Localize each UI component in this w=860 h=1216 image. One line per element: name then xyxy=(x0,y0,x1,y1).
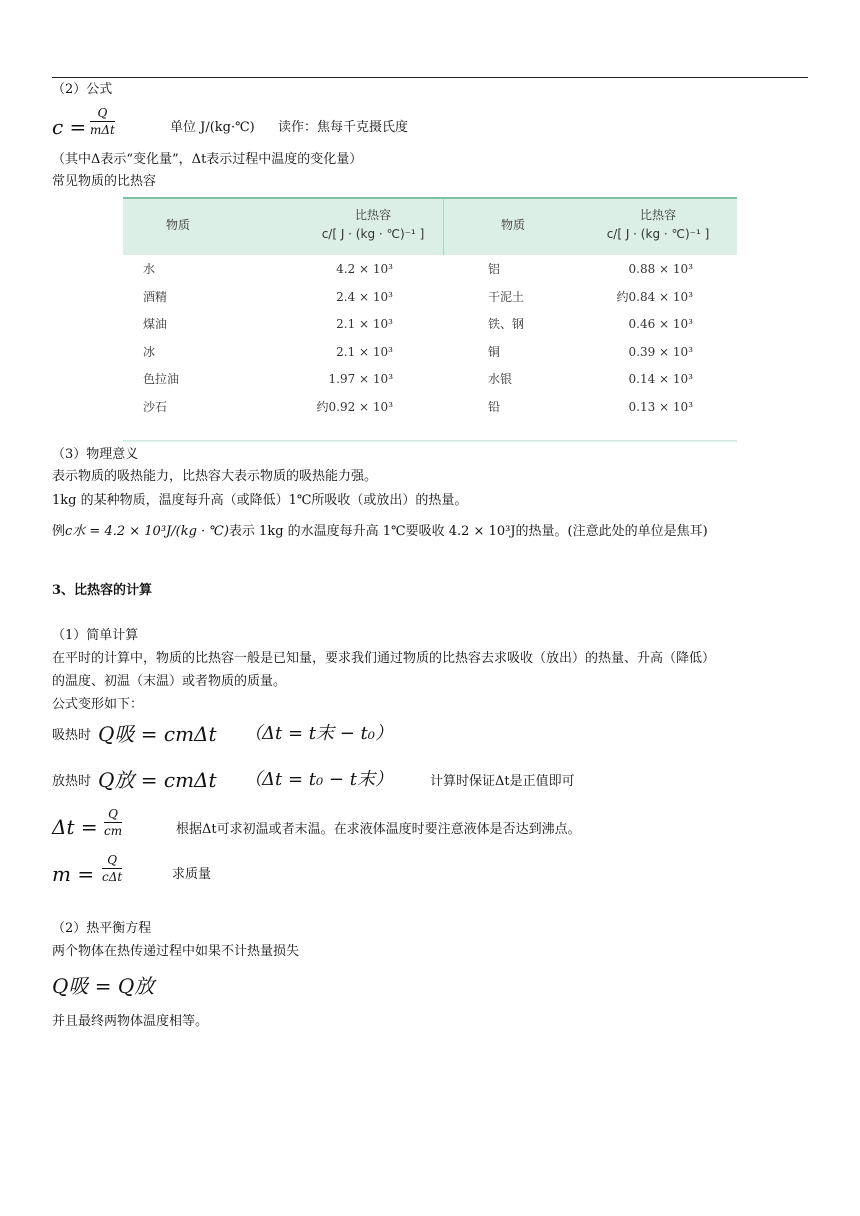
dt-note: 根据Δt可求初温或者末温。在求液体温度时要注意液体是否达到沸点。 xyxy=(176,822,581,837)
balance-equation: Q吸 = Q放 xyxy=(52,974,155,998)
table-cell-value: 0.14 × 10³ xyxy=(628,372,693,386)
table-cell-value: 0.88 × 10³ xyxy=(628,262,693,276)
header-heat-left-1: 比热容 xyxy=(354,208,391,222)
calc-title: 3、比热容的计算 xyxy=(52,583,153,598)
calc-transform: 公式变形如下： xyxy=(52,697,144,712)
formula-fraction xyxy=(90,106,115,137)
table-cell-material: 冰 xyxy=(143,344,156,359)
table-cell-material: 水 xyxy=(143,262,156,276)
table-cell-value: 0.39 × 10³ xyxy=(628,344,693,359)
specific-heat-table xyxy=(123,197,737,443)
table-header xyxy=(123,197,737,255)
release-label: 放热时 xyxy=(52,774,92,789)
table-cell-value: 0.13 × 10³ xyxy=(628,399,693,414)
table-cell-material: 煤油 xyxy=(143,317,168,331)
formula-note: （其中Δ表示“变化量”，Δt表示过程中温度的变化量） xyxy=(52,152,363,167)
m-lhs: m = xyxy=(52,862,95,886)
fraction-bar xyxy=(102,868,122,869)
header-material-left: 物质 xyxy=(165,218,190,232)
example-formula: c水 = 4.2 × 10³J/(kg · ℃) xyxy=(65,524,229,539)
meaning-line-1: 表示物质的吸热能力，比热容大表示物质的吸热能力强。 xyxy=(52,469,378,484)
formula-lhs: c = xyxy=(52,115,87,139)
calc-para-3: 两个物体在热传递过程中如果不计热量损失 xyxy=(52,944,300,959)
formula-numerator: Q xyxy=(97,106,108,120)
table-cell-material: 铁、钢 xyxy=(488,317,525,331)
table-cell-material: 铝 xyxy=(488,262,501,276)
header-heat-left-2: c/[ J · (kg · ℃)⁻¹ ] xyxy=(321,227,425,241)
dt-denominator: cm xyxy=(104,824,123,838)
release-formula: Q放 = cmΔt xyxy=(98,768,217,792)
table-cell-material: 沙石 xyxy=(143,399,168,414)
header-rule xyxy=(52,77,808,78)
table-cell-value: 约0.92 × 10³ xyxy=(316,399,393,414)
formula-denominator: mΔt xyxy=(90,123,115,137)
table-cell-value: 2.1 × 10³ xyxy=(336,344,393,359)
calc-para-4: 并且最终两物体温度相等。 xyxy=(52,1014,209,1029)
meaning-line-2: 1kg 的某种物质，温度每升高（或降低）1℃所吸收（或放出）的热量。 xyxy=(52,493,468,508)
meaning-example xyxy=(52,523,708,541)
table-cell-value: 0.46 × 10³ xyxy=(628,317,693,331)
formula-unit: 单位 J/(kg·℃) xyxy=(170,120,255,135)
formula-heading: （2）公式 xyxy=(52,82,113,97)
table-cell-material: 干泥土 xyxy=(488,289,525,304)
absorb-condition: （Δt = t末 − t₀） xyxy=(244,723,393,744)
table-cell-value: 1.97 × 10³ xyxy=(328,372,393,386)
dt-numerator: Q xyxy=(108,807,118,821)
header-heat-right-1: 比热容 xyxy=(639,208,676,222)
table-cell-material: 铜 xyxy=(488,344,501,359)
absorb-formula: Q吸 = cmΔt xyxy=(98,722,217,746)
table-cell-value: 约0.84 × 10³ xyxy=(616,289,693,304)
fraction-bar xyxy=(90,121,115,122)
header-material-right: 物质 xyxy=(500,218,525,232)
m-fraction xyxy=(102,853,122,884)
calc-para-2: 的温度、初温（末温）或者物质的质量。 xyxy=(52,674,287,689)
formula-reading: 读作：焦每千克摄氏度 xyxy=(278,120,409,135)
table-cell-material: 酒精 xyxy=(143,289,168,304)
absorb-label: 吸热时 xyxy=(52,728,92,743)
example-prefix: 例 xyxy=(52,524,66,539)
fraction-bar xyxy=(104,822,122,823)
m-denominator: cΔt xyxy=(102,870,123,884)
m-note: 求质量 xyxy=(172,867,212,882)
header-heat-right-2: c/[ J · (kg · ℃)⁻¹ ] xyxy=(606,227,710,241)
m-numerator: Q xyxy=(107,853,118,867)
table-cell-value: 2.4 × 10³ xyxy=(336,289,393,304)
table-cell-material: 色拉油 xyxy=(143,372,180,386)
dt-fraction xyxy=(104,807,122,838)
table-bottom-fade xyxy=(123,440,737,443)
calc-para-1: 在平时的计算中，物质的比热容一般是已知量，要求我们通过物质的比热容去求吸收（放出）的热量、升高（降低） xyxy=(52,651,716,666)
table-cell-material: 铅 xyxy=(488,399,501,414)
table-cell-value: 2.1 × 10³ xyxy=(336,317,393,331)
common-heat-title: 常见物质的比热容 xyxy=(52,174,157,189)
example-rest: 表示 1kg 的水温度每升高 1℃要吸收 4.2 × 10³J的热量。(注意此处的单位是焦耳) xyxy=(228,524,708,539)
calc-sub2: （2）热平衡方程 xyxy=(52,921,152,936)
table-cell-value: 4.2 × 10³ xyxy=(336,262,393,276)
table-cell-material: 水银 xyxy=(488,372,513,386)
dt-lhs: Δt = xyxy=(52,815,98,839)
calc-sub1: （1）简单计算 xyxy=(52,628,139,643)
release-condition: （Δt = t₀ − t末） xyxy=(244,769,393,790)
release-note: 计算时保证Δt是正值即可 xyxy=(430,774,575,789)
table-header-divider xyxy=(443,199,444,255)
meaning-heading: （3）物理意义 xyxy=(52,447,139,462)
